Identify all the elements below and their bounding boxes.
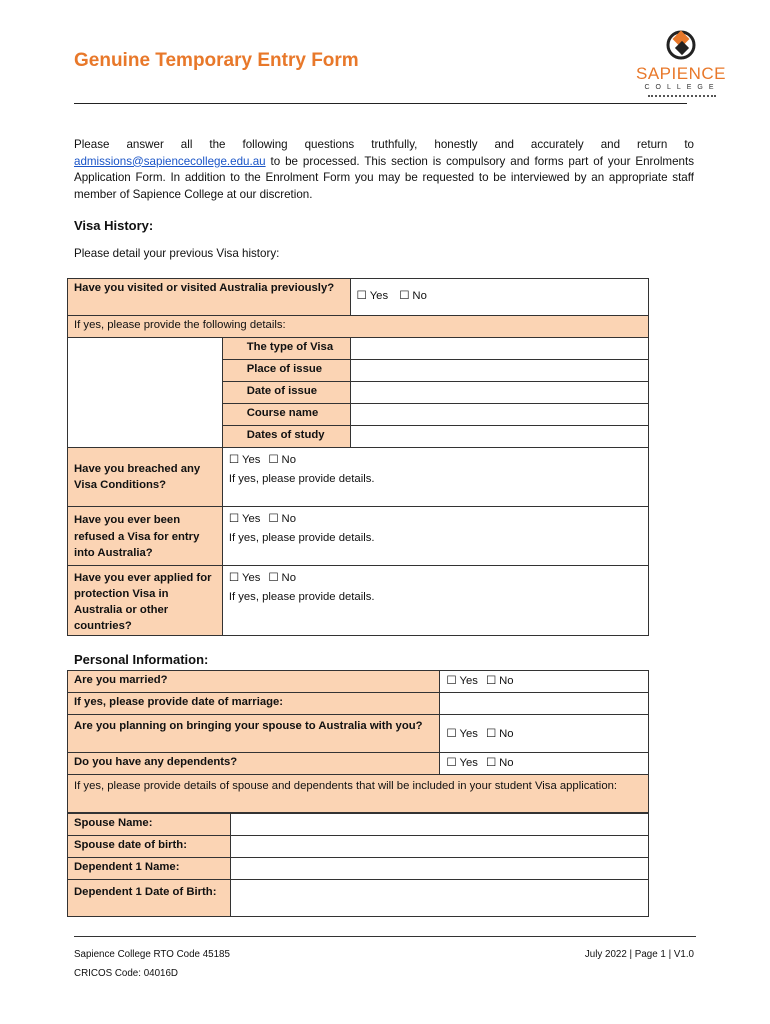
spouse-dob-label: Spouse date of birth:: [68, 836, 231, 858]
checkbox-yes[interactable]: ☐: [228, 513, 239, 525]
option-no-label: No: [499, 757, 514, 769]
option-yes-label: Yes: [369, 290, 389, 302]
dependent1-name-field[interactable]: [230, 858, 648, 880]
breached-question: Have you breached any Visa Conditions?: [68, 448, 223, 507]
checkbox-no[interactable]: ☐: [268, 513, 279, 525]
course-name-field[interactable]: [350, 404, 648, 426]
option-no-label: No: [499, 728, 514, 740]
dependents-table: [67, 813, 649, 917]
checkbox-yes[interactable]: ☐: [446, 675, 457, 687]
date-of-issue-label: Date of issue: [222, 382, 350, 404]
provide-details-note: If yes, please provide details.: [228, 591, 375, 603]
checkbox-no[interactable]: ☐: [399, 290, 410, 302]
option-yes-label: Yes: [241, 572, 261, 584]
option-yes-label: Yes: [459, 757, 478, 769]
refused-answer[interactable]: [222, 507, 648, 566]
visa-type-field[interactable]: [350, 338, 648, 360]
logo-wordmark: SAPIENCE: [636, 64, 726, 83]
indent-spacer: [68, 338, 223, 448]
checkbox-no[interactable]: ☐: [485, 728, 497, 740]
visited-australia-question: Have you visited or visited Australia previously?: [68, 279, 351, 316]
if-yes-details-row: If yes, please provide the following details:: [68, 316, 649, 338]
option-no-label: No: [281, 572, 296, 584]
intro-text-start: Please answer all the following questions truthfully, honestly and accurately and return to: [74, 138, 694, 151]
option-no-label: No: [281, 513, 296, 525]
checkbox-yes[interactable]: ☐: [356, 290, 367, 302]
title-divider: [74, 103, 687, 104]
dependent1-name-label: Dependent 1 Name:: [68, 858, 231, 880]
checkbox-yes[interactable]: ☐: [446, 757, 457, 769]
visa-history-table: [67, 278, 649, 448]
provide-details-note: If yes, please provide details.: [228, 532, 375, 544]
spouse-name-field[interactable]: [230, 814, 648, 836]
intro-text-end: to be processed. This section is compulsory and forms part of your Enrolments Application Form. In addition to the Enrolment Form you may be requested to be interviewed by an appropriate staff member of Sapience College at our discretion.: [74, 154, 694, 201]
logo-subtitle: COLLEGE: [644, 84, 720, 91]
spouse-name-label: Spouse Name:: [68, 814, 231, 836]
logo-tagline: [648, 95, 716, 97]
marriage-date-field[interactable]: [440, 693, 649, 715]
dates-of-study-label: Dates of study: [222, 426, 350, 448]
option-no-label: No: [499, 675, 514, 687]
admissions-email-link[interactable]: admissions@sapiencecollege.edu.au: [74, 154, 266, 168]
visa-type-label: The type of Visa: [222, 338, 350, 360]
checkbox-yes[interactable]: ☐: [228, 454, 239, 466]
checkbox-yes[interactable]: ☐: [446, 728, 457, 740]
option-yes-label: Yes: [459, 675, 478, 687]
checkbox-no[interactable]: ☐: [485, 757, 497, 769]
married-question: Are you married?: [68, 671, 440, 693]
dependents-options[interactable]: [440, 753, 649, 775]
footer-page-info: July 2022 | Page 1 | V1.0: [584, 949, 694, 960]
breached-answer[interactable]: [222, 448, 648, 507]
visa-history-lead: Please detail your previous Visa history:: [74, 247, 280, 260]
checkbox-no[interactable]: ☐: [268, 454, 279, 466]
spouse-options[interactable]: [440, 715, 649, 753]
footer-cricos-code: CRICOS Code: 04016D: [74, 968, 179, 979]
place-of-issue-label: Place of issue: [222, 360, 350, 382]
spouse-dob-field[interactable]: [230, 836, 648, 858]
page-title: Genuine Temporary Entry Form: [74, 50, 359, 71]
logo-mark-icon: [636, 25, 726, 65]
place-of-issue-field[interactable]: [350, 360, 648, 382]
dependent1-dob-field[interactable]: [230, 880, 648, 917]
personal-info-heading: Personal Information:: [74, 652, 209, 667]
married-options[interactable]: [440, 671, 649, 693]
option-no-label: No: [281, 454, 296, 466]
dates-of-study-field[interactable]: [350, 426, 648, 448]
refused-question: Have you ever been refused a Visa for entry into Australia?: [68, 507, 223, 566]
course-name-label: Course name: [222, 404, 350, 426]
dependent1-dob-label: Dependent 1 Date of Birth:: [68, 880, 231, 917]
option-yes-label: Yes: [459, 728, 478, 740]
protection-visa-answer[interactable]: [222, 566, 648, 636]
option-yes-label: Yes: [241, 513, 261, 525]
date-of-issue-field[interactable]: [350, 382, 648, 404]
option-no-label: No: [412, 290, 427, 302]
checkbox-no[interactable]: ☐: [268, 572, 279, 584]
footer-divider: [74, 936, 696, 937]
dependents-note: If yes, please provide details of spouse and dependents that will be included in your student Visa application:: [68, 775, 649, 813]
visa-history-heading: Visa History:: [74, 218, 154, 233]
dependents-question: Do you have any dependents?: [68, 753, 440, 775]
visited-australia-options[interactable]: [350, 279, 648, 316]
visa-conditions-table: [67, 447, 649, 636]
protection-visa-question: Have you ever applied for protection Visa in Australia or other countries?: [68, 566, 223, 636]
option-yes-label: Yes: [241, 454, 261, 466]
checkbox-no[interactable]: ☐: [485, 675, 497, 687]
checkbox-yes[interactable]: ☐: [228, 572, 239, 584]
marriage-date-question: If yes, please provide date of marriage:: [68, 693, 440, 715]
intro-paragraph: [74, 137, 694, 203]
provide-details-note: If yes, please provide details.: [228, 473, 375, 485]
footer-rto-code: Sapience College RTO Code 45185: [74, 949, 230, 960]
spouse-question: Are you planning on bringing your spouse to Australia with you?: [68, 715, 440, 753]
college-logo: [636, 25, 726, 101]
personal-info-table: [67, 670, 649, 813]
